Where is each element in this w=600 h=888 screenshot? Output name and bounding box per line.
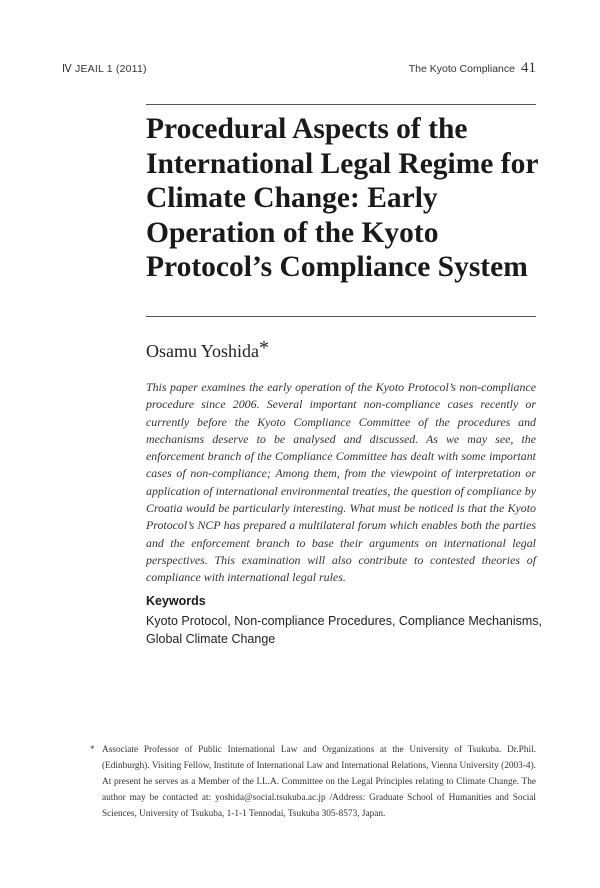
author-name: Osamu Yoshida [146,341,260,361]
journal-citation: Ⅳ JEAIL 1 (2011) [62,63,147,75]
keywords-heading: Keywords [146,594,206,608]
footnote [90,742,536,822]
title-top-rule [146,104,536,105]
running-title: The Kyoto Compliance [408,63,515,75]
title-bottom-rule [146,316,536,317]
keywords-list: Kyoto Protocol, Non-compliance Procedures, Compliance Mechanisms, Global Climate Change [146,614,543,646]
page-number: 41 [521,60,536,76]
paper-title: Procedural Aspects of the International Legal Regime for Climate Change: Early Operation of the Kyoto Protocol’s Compliance System [146,113,538,283]
author-footnote-marker: * [259,337,270,359]
footnote-text: Associate Professor of Public International Law and Organizations at the University of Tsukuba. Dr.Phil. (Edinburgh). Visiting Fellow, Institute of International Law and International Relations, Vienna University (2003-4). At present he serves as a Member of the I.L.A. Committee on the Legal Principles relating to Climate Change. The author may be contacted at: yoshida@social.tsukuba.ac.jp /Address: Graduate School of Humanities and Social Sciences, University of Tsukuba, 1-1-1 Tennodai, Tsukuba 305-8573, Japan. [102,745,536,819]
footnote-marker: * [90,745,95,755]
running-head [62,60,536,80]
author [146,337,270,363]
running-head-right [409,60,536,77]
abstract: This paper examines the early operation of the Kyoto Protocol’s non-compliance procedure since 2006. Several important non-compliance cases recently or currently before the Kyoto Compliance Committee of the procedures and mechanisms deserve to be analysed and discussed. As we may see, the enforcement branch of the Compliance Committee has dealt with some important cases of non-compliance; Among them, from the viewpoint of interpretation or application of international environmental treaties, the question of compliance by Croatia would be particularly interesting. What must be noticed is that the Kyoto Protocol’s NCP has prepared a multilateral forum which enables both the parties and the enforcement branch to base their arguments on international legal perspectives. This examination will also contribute to contested theories of compliance with international legal rules. [146,380,536,585]
